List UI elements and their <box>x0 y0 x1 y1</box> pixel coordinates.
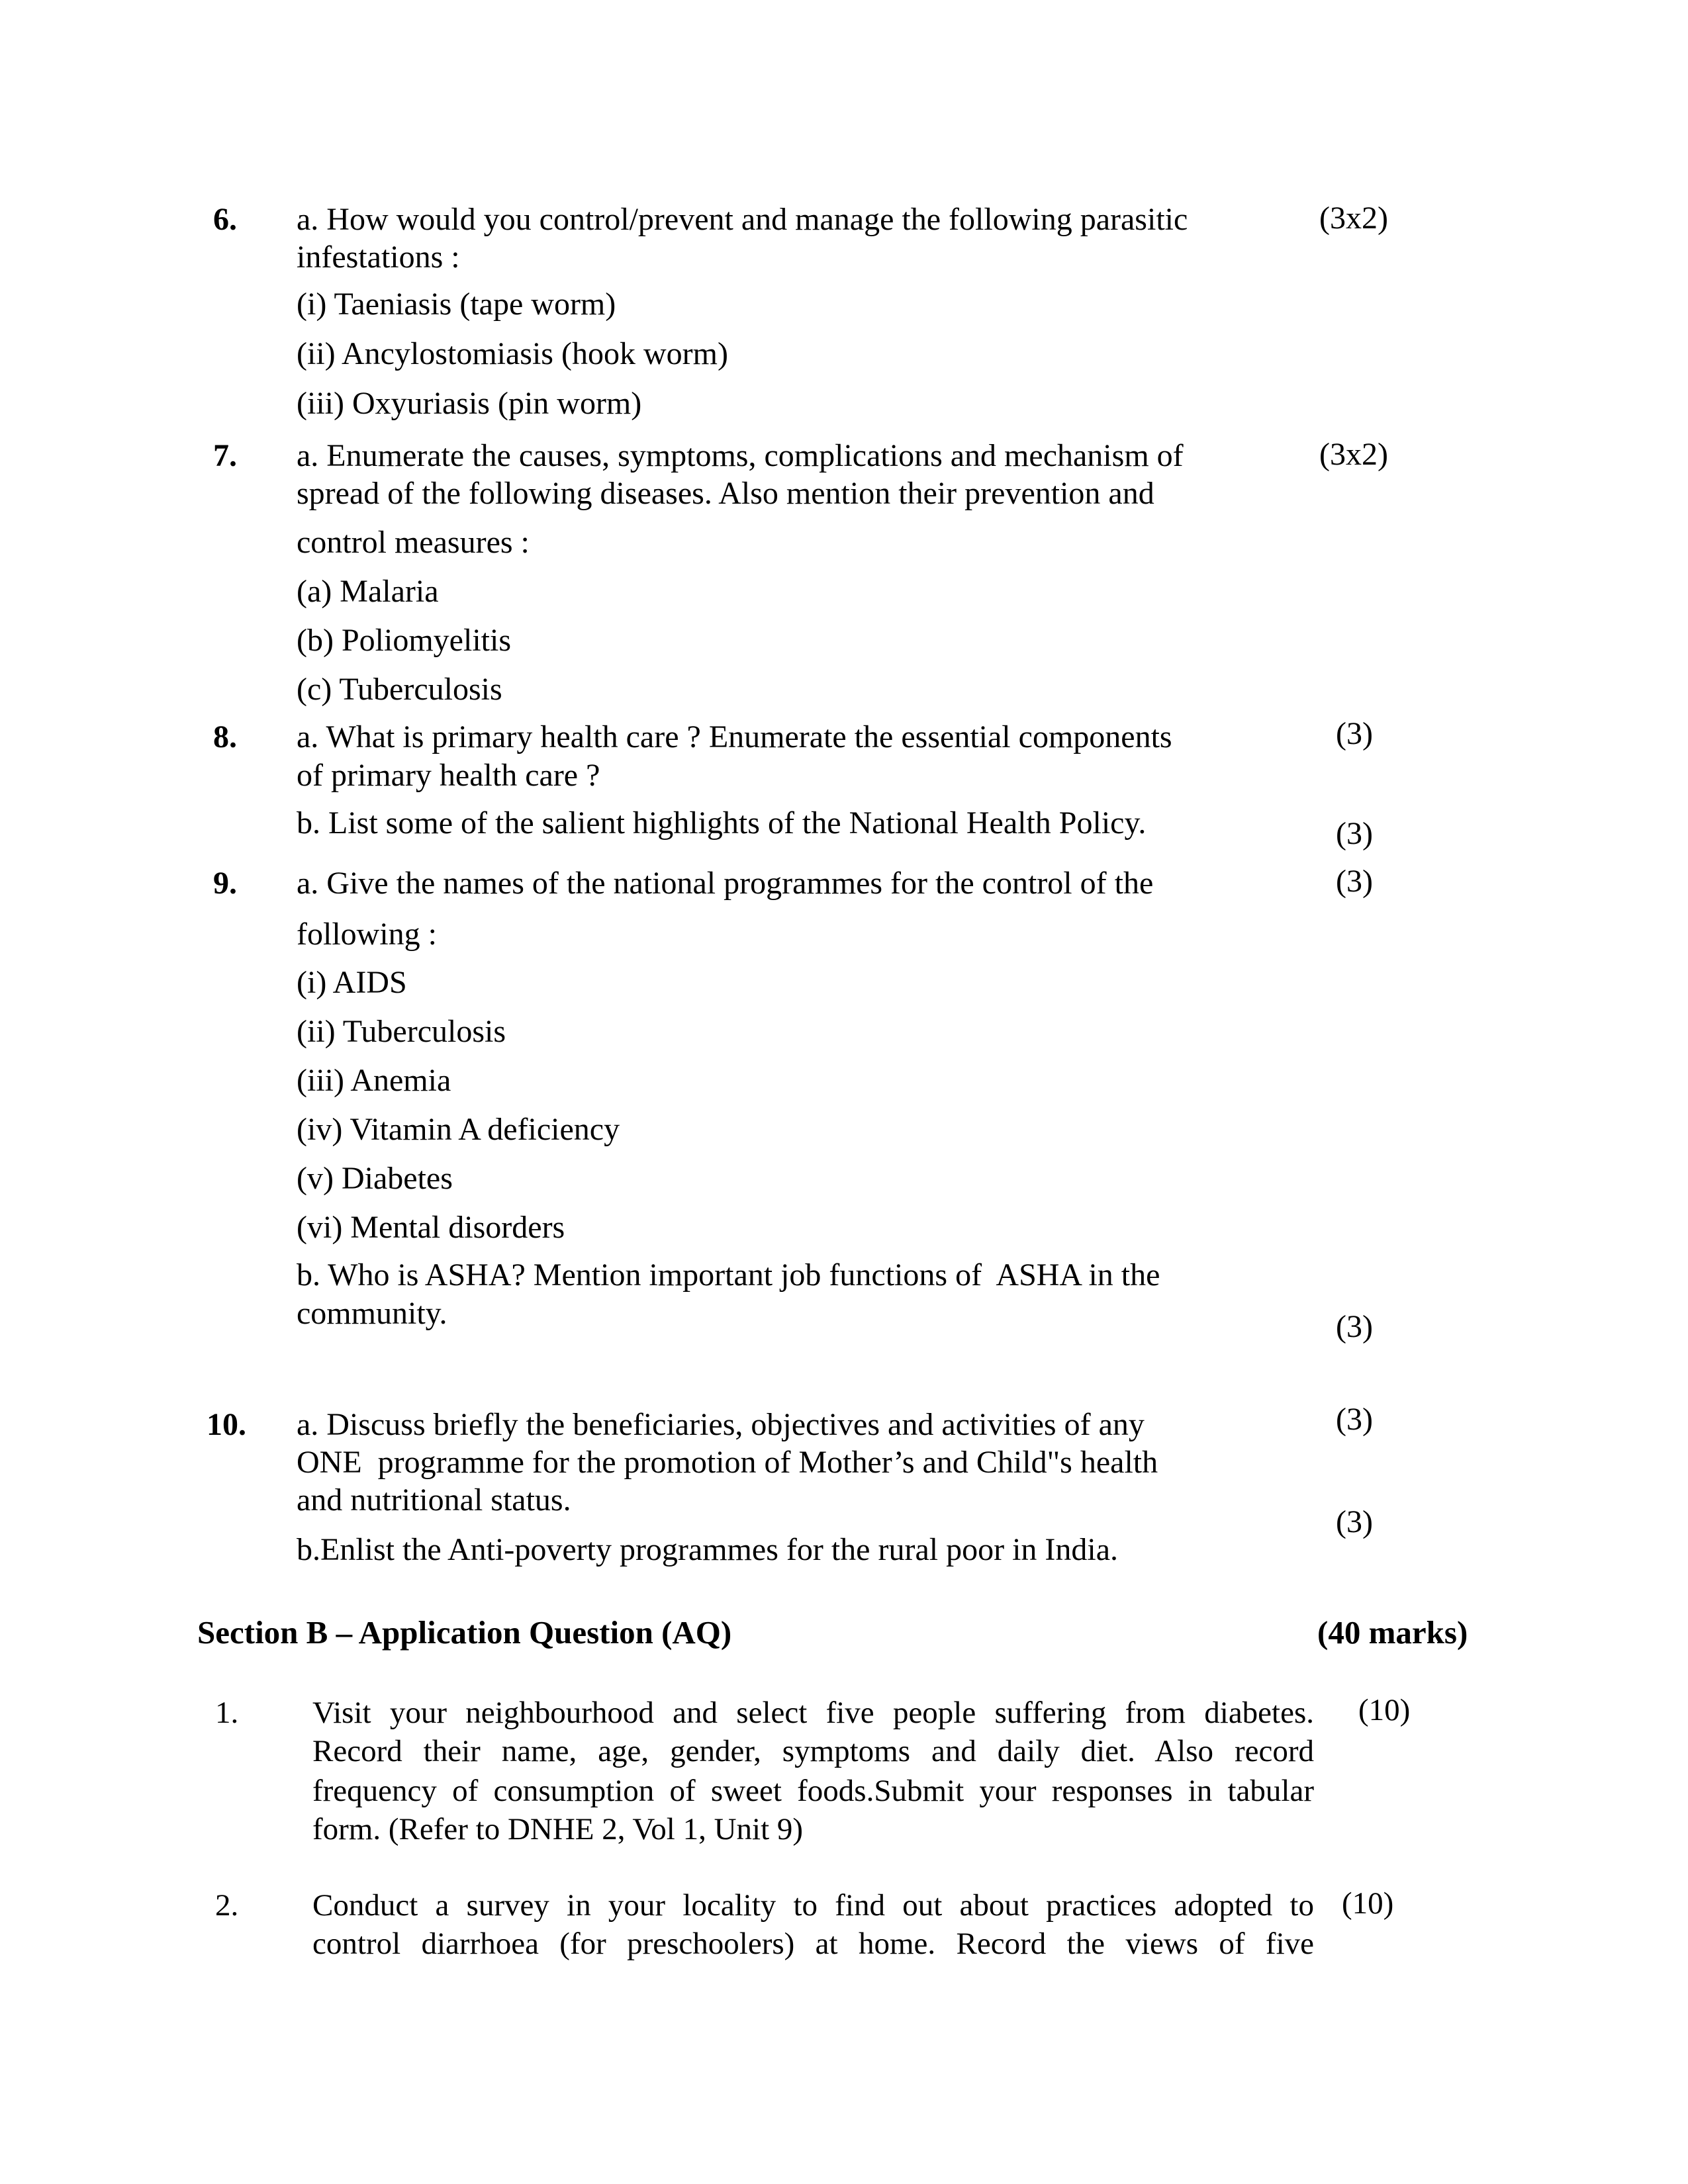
question-9-item-iv: (iv) Vitamin A deficiency <box>297 1112 620 1147</box>
question-9-item-ii: (ii) Tuberculosis <box>297 1014 506 1049</box>
question-9-line-2: following : <box>297 917 437 952</box>
question-10a-marks: (3) <box>1336 1402 1373 1437</box>
question-9-number: 9. <box>213 866 237 901</box>
aq-question-1-number: 1. <box>215 1696 239 1730</box>
question-9b-marks: (3) <box>1336 1309 1373 1344</box>
question-6-item-iii: (iii) Oxyuriasis (pin worm) <box>297 386 642 421</box>
question-10-line-1: a. Discuss briefly the beneficiaries, objectives and activities of any <box>297 1407 1145 1442</box>
section-b-total-marks: (40 marks) <box>1317 1614 1468 1651</box>
question-9-item-vi: (vi) Mental disorders <box>297 1210 565 1245</box>
question-6-number: 6. <box>213 202 237 237</box>
section-b-heading: Section B – Application Question (AQ) <box>197 1614 732 1651</box>
question-6-item-i: (i) Taeniasis (tape worm) <box>297 287 616 322</box>
question-7-line-1: a. Enumerate the causes, symptoms, complications and mechanism of <box>297 438 1184 473</box>
question-7-item-b: (b) Poliomyelitis <box>297 623 511 658</box>
aq-question-2-number: 2. <box>215 1888 239 1923</box>
question-9-item-v: (v) Diabetes <box>297 1161 453 1196</box>
question-7-item-a: (a) Malaria <box>297 574 439 609</box>
question-8-line-1: a. What is primary health care ? Enumerate the essential components <box>297 719 1172 754</box>
question-10-line-3: and nutritional status. <box>297 1482 571 1518</box>
question-8-number: 8. <box>213 719 237 754</box>
question-7-marks: (3x2) <box>1319 437 1388 472</box>
question-9-item-i: (i) AIDS <box>297 965 407 1000</box>
question-8a-marks: (3) <box>1336 716 1373 751</box>
question-7-line-2: spread of the following diseases. Also mention their prevention and <box>297 476 1154 511</box>
question-9b-line-2: community. <box>297 1296 447 1331</box>
question-8-line-2: of primary health care ? <box>297 758 600 793</box>
question-7-number: 7. <box>213 438 237 473</box>
aq-question-1-line-4: form. (Refer to DNHE 2, Vol 1, Unit 9) <box>312 1812 804 1846</box>
question-10b-marks: (3) <box>1336 1504 1373 1539</box>
question-7-item-c: (c) Tuberculosis <box>297 672 502 707</box>
aq-question-1-marks: (10) <box>1358 1693 1411 1727</box>
question-6-line-1: a. How would you control/prevent and manage the following parasitic <box>297 202 1188 237</box>
question-6-item-ii: (ii) Ancylostomiasis (hook worm) <box>297 336 728 371</box>
question-10-number: 10. <box>207 1407 246 1442</box>
aq-question-1-line-2: Record their name, age, gender, symptoms and daily diet. Also record <box>312 1734 1314 1768</box>
question-9a-marks: (3) <box>1336 864 1373 899</box>
aq-question-1-line-3: frequency of consumption of sweet foods.Submit your responses in tabular <box>312 1774 1314 1808</box>
question-8b-marks: (3) <box>1336 816 1373 851</box>
aq-question-1-line-1: Visit your neighbourhood and select five people suffering from diabetes. <box>312 1696 1314 1730</box>
aq-question-2-line-2: control diarrhoea (for preschoolers) at home. Record the views of five <box>312 1927 1314 1961</box>
question-10-line-2: ONE programme for the promotion of Mother’s and Child"s health <box>297 1445 1158 1480</box>
aq-question-2-line-1: Conduct a survey in your locality to find out about practices adopted to <box>312 1888 1314 1923</box>
question-9-item-iii: (iii) Anemia <box>297 1063 451 1098</box>
question-7-line-3: control measures : <box>297 525 530 560</box>
question-6-line-2: infestations : <box>297 240 460 275</box>
question-6-marks: (3x2) <box>1319 201 1388 236</box>
question-9-line-1: a. Give the names of the national programmes for the control of the <box>297 866 1154 901</box>
question-9b-line-1: b. Who is ASHA? Mention important job functions of ASHA in the <box>297 1257 1160 1293</box>
aq-question-2-marks: (10) <box>1342 1886 1394 1921</box>
question-8-line-3: b. List some of the salient highlights of the National Health Policy. <box>297 805 1147 841</box>
question-10b-line-1: b.Enlist the Anti-poverty programmes for the rural poor in India. <box>297 1532 1119 1567</box>
